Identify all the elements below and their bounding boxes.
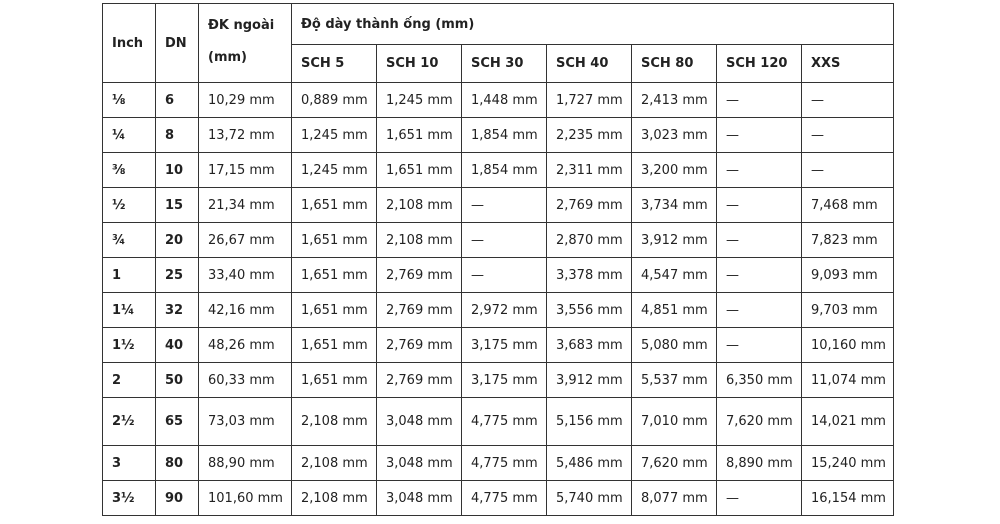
cell-od: 88,90 mm — [199, 446, 292, 481]
cell-sch10: 2,769 mm — [377, 328, 462, 363]
cell-sch30: — — [462, 258, 547, 293]
cell-sch40: 2,769 mm — [547, 188, 632, 223]
cell-sch120: 6,350 mm — [717, 363, 802, 398]
cell-xxs: 11,074 mm — [802, 363, 894, 398]
cell-sch5: 2,108 mm — [292, 446, 377, 481]
cell-dn: 20 — [156, 223, 199, 258]
cell-sch10: 3,048 mm — [377, 398, 462, 446]
cell-sch120: — — [717, 328, 802, 363]
cell-xxs: 14,021 mm — [802, 398, 894, 446]
header-inch: Inch — [103, 4, 156, 83]
cell-sch30: 4,775 mm — [462, 398, 547, 446]
cell-sch120: — — [717, 153, 802, 188]
cell-xxs: 16,154 mm — [802, 481, 894, 516]
cell-sch5: 1,651 mm — [292, 293, 377, 328]
cell-xxs: 15,240 mm — [802, 446, 894, 481]
cell-inch: 2 — [103, 363, 156, 398]
cell-sch120: — — [717, 83, 802, 118]
header-outer-diameter — [199, 4, 292, 83]
cell-dn: 65 — [156, 398, 199, 446]
header-outer-diameter-line1: ĐK ngoài — [208, 18, 275, 33]
cell-sch30: 4,775 mm — [462, 446, 547, 481]
cell-sch80: 7,010 mm — [632, 398, 717, 446]
header-row-top — [103, 4, 894, 45]
cell-sch30: 1,854 mm — [462, 153, 547, 188]
cell-xxs: 7,823 mm — [802, 223, 894, 258]
cell-sch30: 2,972 mm — [462, 293, 547, 328]
cell-inch: ¾ — [103, 223, 156, 258]
cell-sch30: 3,175 mm — [462, 363, 547, 398]
cell-sch10: 2,108 mm — [377, 223, 462, 258]
table-row — [103, 258, 894, 293]
cell-xxs: 7,468 mm — [802, 188, 894, 223]
table-row — [103, 118, 894, 153]
cell-inch: 1 — [103, 258, 156, 293]
cell-sch5: 0,889 mm — [292, 83, 377, 118]
cell-sch80: 8,077 mm — [632, 481, 717, 516]
cell-inch: 1¼ — [103, 293, 156, 328]
header-sch40: SCH 40 — [547, 45, 632, 83]
cell-xxs: — — [802, 118, 894, 153]
cell-dn: 8 — [156, 118, 199, 153]
cell-dn: 80 — [156, 446, 199, 481]
header-sch30: SCH 30 — [462, 45, 547, 83]
cell-sch80: 5,080 mm — [632, 328, 717, 363]
cell-od: 33,40 mm — [199, 258, 292, 293]
cell-dn: 25 — [156, 258, 199, 293]
cell-od: 13,72 mm — [199, 118, 292, 153]
cell-sch10: 3,048 mm — [377, 446, 462, 481]
cell-sch10: 2,769 mm — [377, 363, 462, 398]
table-row — [103, 328, 894, 363]
cell-sch120: — — [717, 223, 802, 258]
cell-sch120: — — [717, 118, 802, 153]
cell-sch80: 7,620 mm — [632, 446, 717, 481]
cell-sch5: 1,651 mm — [292, 223, 377, 258]
cell-inch: 2½ — [103, 398, 156, 446]
cell-sch5: 1,651 mm — [292, 363, 377, 398]
cell-inch: 1½ — [103, 328, 156, 363]
header-xxs: XXS — [802, 45, 894, 83]
cell-sch10: 2,108 mm — [377, 188, 462, 223]
cell-sch80: 3,200 mm — [632, 153, 717, 188]
cell-od: 26,67 mm — [199, 223, 292, 258]
cell-sch120: — — [717, 188, 802, 223]
cell-sch5: 2,108 mm — [292, 398, 377, 446]
cell-sch30: 4,775 mm — [462, 481, 547, 516]
cell-sch40: 2,235 mm — [547, 118, 632, 153]
cell-sch40: 3,912 mm — [547, 363, 632, 398]
cell-sch80: 4,851 mm — [632, 293, 717, 328]
cell-od: 42,16 mm — [199, 293, 292, 328]
cell-sch40: 5,486 mm — [547, 446, 632, 481]
header-dn: DN — [156, 4, 199, 83]
cell-od: 21,34 mm — [199, 188, 292, 223]
header-sch5: SCH 5 — [292, 45, 377, 83]
header-sch80: SCH 80 — [632, 45, 717, 83]
cell-sch80: 2,413 mm — [632, 83, 717, 118]
cell-od: 73,03 mm — [199, 398, 292, 446]
cell-sch80: 5,537 mm — [632, 363, 717, 398]
cell-sch5: 2,108 mm — [292, 481, 377, 516]
table-row — [103, 223, 894, 258]
cell-sch5: 1,245 mm — [292, 118, 377, 153]
cell-sch10: 3,048 mm — [377, 481, 462, 516]
cell-od: 101,60 mm — [199, 481, 292, 516]
cell-sch10: 1,651 mm — [377, 118, 462, 153]
cell-sch120: — — [717, 293, 802, 328]
cell-sch120: 7,620 mm — [717, 398, 802, 446]
cell-xxs: 9,703 mm — [802, 293, 894, 328]
header-outer-diameter-line2: (mm) — [208, 50, 247, 65]
table-row — [103, 83, 894, 118]
cell-sch40: 5,156 mm — [547, 398, 632, 446]
cell-sch30: — — [462, 223, 547, 258]
table-row — [103, 188, 894, 223]
cell-sch120: — — [717, 258, 802, 293]
cell-sch120: — — [717, 481, 802, 516]
cell-od: 48,26 mm — [199, 328, 292, 363]
cell-inch: ¼ — [103, 118, 156, 153]
cell-sch40: 3,378 mm — [547, 258, 632, 293]
table-row — [103, 398, 894, 446]
cell-xxs: 10,160 mm — [802, 328, 894, 363]
cell-sch5: 1,651 mm — [292, 328, 377, 363]
cell-sch10: 1,245 mm — [377, 83, 462, 118]
table-body — [103, 83, 894, 516]
cell-dn: 50 — [156, 363, 199, 398]
cell-sch40: 3,683 mm — [547, 328, 632, 363]
cell-sch40: 1,727 mm — [547, 83, 632, 118]
cell-od: 17,15 mm — [199, 153, 292, 188]
cell-sch80: 3,912 mm — [632, 223, 717, 258]
cell-od: 60,33 mm — [199, 363, 292, 398]
cell-inch: ⅜ — [103, 153, 156, 188]
cell-sch40: 5,740 mm — [547, 481, 632, 516]
cell-sch5: 1,651 mm — [292, 188, 377, 223]
header-sch10: SCH 10 — [377, 45, 462, 83]
cell-dn: 6 — [156, 83, 199, 118]
cell-dn: 40 — [156, 328, 199, 363]
table-row — [103, 293, 894, 328]
cell-sch40: 2,870 mm — [547, 223, 632, 258]
cell-sch40: 2,311 mm — [547, 153, 632, 188]
table-row — [103, 446, 894, 481]
cell-dn: 90 — [156, 481, 199, 516]
cell-xxs: — — [802, 153, 894, 188]
cell-dn: 10 — [156, 153, 199, 188]
header-sch120: SCH 120 — [717, 45, 802, 83]
table-row — [103, 481, 894, 516]
cell-inch: ⅛ — [103, 83, 156, 118]
cell-od: 10,29 mm — [199, 83, 292, 118]
cell-xxs: — — [802, 83, 894, 118]
header-wall-thickness: Độ dày thành ống (mm) — [292, 4, 894, 45]
table-row — [103, 363, 894, 398]
cell-dn: 15 — [156, 188, 199, 223]
cell-sch120: 8,890 mm — [717, 446, 802, 481]
cell-sch80: 3,023 mm — [632, 118, 717, 153]
cell-sch10: 1,651 mm — [377, 153, 462, 188]
cell-sch80: 4,547 mm — [632, 258, 717, 293]
cell-sch10: 2,769 mm — [377, 258, 462, 293]
cell-sch10: 2,769 mm — [377, 293, 462, 328]
cell-sch80: 3,734 mm — [632, 188, 717, 223]
cell-dn: 32 — [156, 293, 199, 328]
cell-sch30: 3,175 mm — [462, 328, 547, 363]
table-row — [103, 153, 894, 188]
cell-inch: ½ — [103, 188, 156, 223]
cell-sch40: 3,556 mm — [547, 293, 632, 328]
cell-sch30: — — [462, 188, 547, 223]
cell-sch30: 1,448 mm — [462, 83, 547, 118]
cell-inch: 3½ — [103, 481, 156, 516]
pipe-schedule-table — [102, 3, 894, 516]
cell-inch: 3 — [103, 446, 156, 481]
cell-xxs: 9,093 mm — [802, 258, 894, 293]
cell-sch30: 1,854 mm — [462, 118, 547, 153]
cell-sch5: 1,245 mm — [292, 153, 377, 188]
cell-sch5: 1,651 mm — [292, 258, 377, 293]
